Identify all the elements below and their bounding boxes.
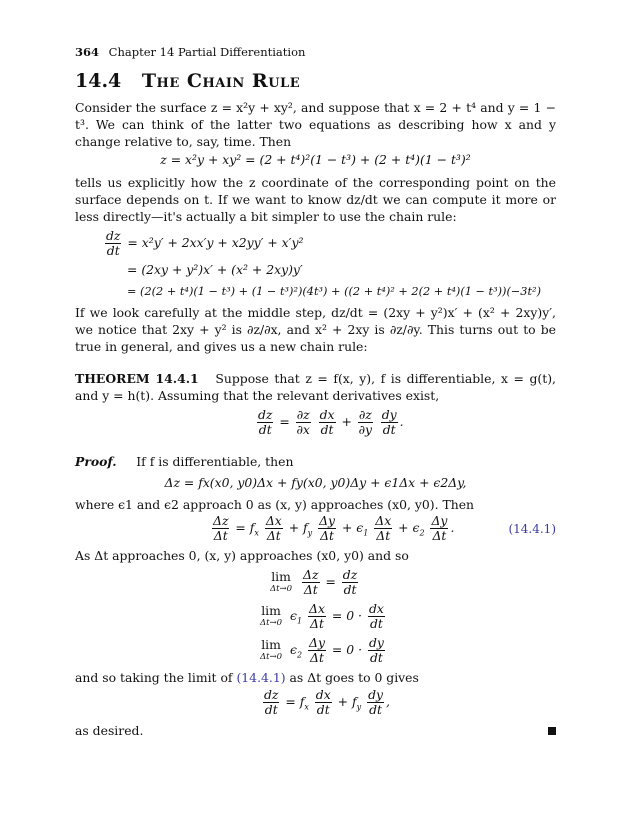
- frac-dx-dt: [319, 408, 336, 437]
- lim-sub: Δt→0: [260, 617, 283, 628]
- frac-den: ∂x: [296, 422, 310, 437]
- limit-line-3: lim Δt→0 $\epsilon_2$ $\frac{\Delta y}{\Delta t}$ = 0 · $\frac{dy}{dt}$: [260, 635, 384, 665]
- theorem-block: [75, 370, 556, 404]
- lim-label: lim: [261, 636, 281, 652]
- section-heading: [75, 70, 300, 92]
- proof-conclusion: as desired.: [75, 723, 144, 738]
- section-number: 14.4: [75, 70, 122, 92]
- derivation-step-1: = x²y′ + 2xx′y + x2yy′ + x′y²: [127, 235, 304, 250]
- fraction-dz-dt: [105, 229, 121, 258]
- proof-label: Proof.: [75, 454, 117, 469]
- frac-den: dt: [106, 243, 120, 258]
- lim-label: lim: [261, 602, 281, 618]
- proof-paragraph-3: As Δt approaches 0, (x, y) approaches (x0, y0) and so: [75, 548, 409, 563]
- frac-num: ∂z: [358, 407, 372, 422]
- p4-suffix: as Δt goes to 0 gives: [289, 670, 419, 685]
- limit-line-1: lim Δt→0 $\frac{\Delta z}{\Delta t}$ = $\frac{dz}{dt}$: [270, 567, 358, 597]
- final-chain-rule-equation: $\frac{dz}{dt}$ = $f_x$ $\frac{dx}{dt}$ + $f_y$ $\frac{dy}{dt}$ ,: [264, 687, 390, 717]
- frac-dz-dx: [296, 408, 311, 437]
- frac-dz-dy: [358, 408, 373, 437]
- derivation-line-1: [103, 229, 303, 258]
- p4-prefix: and so taking the limit of: [75, 670, 233, 685]
- proof-equation-14-4-1: $\frac{\Delta z}{\Delta t}$ = $f_x$ $\frac{\Delta x}{\Delta t}$ + $f_y$ $\frac{\Delta y}{\Delta t}$ + $\epsilon_1$ $\frac{\Delta x}{\Delta t}$ + $\epsilon_2$ $\frac{\Delta y}{\Delta t}$ .: [213, 513, 455, 543]
- frac-dz-dt: [257, 408, 273, 437]
- frac-den: ∂y: [358, 422, 372, 437]
- derivation-line-2: = (2xy + y²)x′ + (x² + 2xy)y′: [127, 262, 303, 277]
- frac-dy-dt: [381, 408, 398, 437]
- section-title: The Chain Rule: [141, 70, 301, 92]
- lim-sub: Δt→0: [260, 651, 283, 662]
- lim-label: lim: [271, 568, 291, 584]
- frac-den: dt: [382, 422, 396, 437]
- frac-den: dt: [320, 422, 334, 437]
- running-head: [75, 45, 305, 59]
- proof-paragraph-2: where ϵ1 and ϵ2 approach 0 as (x, y) approaches (x0, y0). Then: [75, 497, 475, 512]
- theorem-chain-rule-equation: $\frac{dz}{dt}$ = $\frac{\partial z}{\partial x}$ $\frac{dx}{dt}$ + $\frac{\partial z}{\partial y}$ $\frac{dy}{dt}$ .: [258, 407, 404, 437]
- chapter-title: Chapter 14 Partial Differentiation: [108, 45, 306, 59]
- frac-den: dt: [258, 422, 272, 437]
- intro-paragraph-1: Consider the surface z = x²y + xy², and suppose that x = 2 + t⁴ and y = 1 − t³. We can think of the latter two equations as describing how x and y change relative to, say, time. Then: [75, 100, 556, 149]
- frac-num: ∂z: [296, 407, 310, 422]
- intro-paragraph-2: tells us explicitly how the z coordinate of the corresponding point on the surface depends on t. If we want to know dz/dt we can compute it more or less directly—it's actually a bit simpler to use the chain rule:: [75, 175, 556, 224]
- frac-num: dx: [319, 407, 335, 422]
- theorem-text: Suppose that z = f(x, y), f is differentiable, x = g(t), and y = h(t). Assuming that the relevant derivatives exist,: [75, 371, 556, 403]
- intro-paragraph-3: If we look carefully at the middle step, dz/dt = (2xy + y²)x′ + (x² + 2xy)y′, we notice that 2xy + y² is ∂z/∂x, and x² + 2xy is ∂z/∂y. This turns out to be true in general, and gives us a new chain rule:: [75, 305, 556, 354]
- frac-num: dz: [258, 407, 273, 422]
- proof-text-1: If f is differentiable, then: [136, 454, 294, 469]
- limit-line-2: lim Δt→0 $\epsilon_1$ $\frac{\Delta x}{\Delta t}$ = 0 · $\frac{dx}{dt}$: [260, 601, 384, 631]
- equation-number: (14.4.1): [508, 522, 556, 536]
- frac-num: dz: [106, 228, 121, 243]
- theorem-label: THEOREM 14.4.1: [75, 371, 199, 386]
- frac-num: dy: [381, 407, 397, 422]
- qed-square-icon: [548, 727, 556, 735]
- derivation-line-3: = (2(2 + t⁴)(1 − t³) + (1 − t³)²)(4t³) + ((2 + t⁴)² + 2(2 + t⁴)(1 − t³))(−3t²): [127, 285, 541, 298]
- proof-paragraph-4: [75, 669, 556, 686]
- equation-z-substituted: z = x²y + xy² = (2 + t⁴)²(1 − t³) + (2 + t⁴)(1 − t³)²: [160, 152, 471, 167]
- proof-equation-delta-z: Δz = fx(x0, y0)Δx + fy(x0, y0)Δy + ϵ1Δx + ϵ2Δy,: [164, 475, 467, 490]
- page-number: 364: [75, 45, 100, 59]
- proof-intro: [75, 453, 556, 470]
- equation-reference-link[interactable]: (14.4.1): [236, 670, 286, 685]
- lim-sub: Δt→0: [270, 583, 293, 594]
